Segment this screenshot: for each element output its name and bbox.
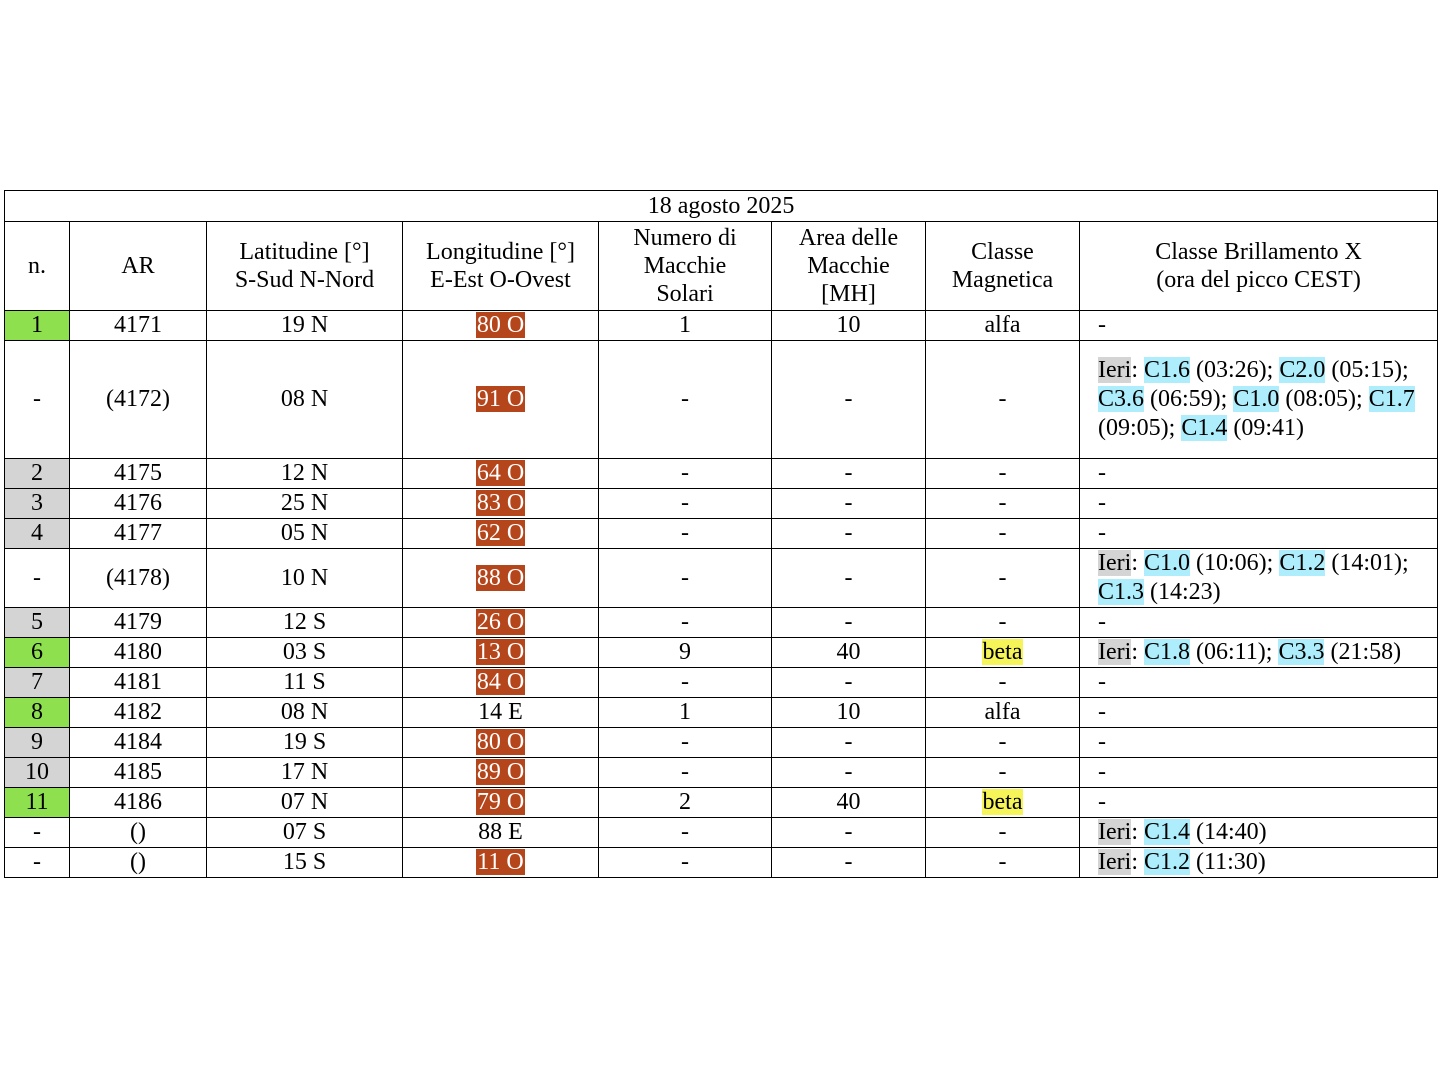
cell-flare-class xyxy=(1080,728,1438,758)
magnetic-class-value: alfa xyxy=(984,312,1021,338)
ieri-label: Ieri xyxy=(1098,639,1132,665)
magnetic-class-value: - xyxy=(998,759,1007,785)
cell-sunspot-count: - xyxy=(599,519,772,549)
magnetic-class-value: - xyxy=(998,490,1007,516)
table-row xyxy=(5,848,1438,878)
header-line: Solari xyxy=(656,281,714,307)
cell-sunspot-count: - xyxy=(599,608,772,638)
cell-magnetic-class xyxy=(926,311,1080,341)
cell-sunspot-count: - xyxy=(599,758,772,788)
cell-ar: 4175 xyxy=(70,459,207,489)
flare-empty: - xyxy=(1098,312,1106,338)
cell-sunspot-area: 40 xyxy=(772,788,926,818)
flare-class-value: C1.7 xyxy=(1368,386,1415,412)
cell-magnetic-class xyxy=(926,489,1080,519)
cell-longitude xyxy=(403,788,599,818)
longitude-value: 79 O xyxy=(476,789,525,815)
table-row xyxy=(5,519,1438,549)
cell-sunspot-area: - xyxy=(772,459,926,489)
table-row xyxy=(5,489,1438,519)
header-row xyxy=(5,222,1438,311)
cell-ar: 4186 xyxy=(70,788,207,818)
cell-magnetic-class xyxy=(926,818,1080,848)
header-longitude xyxy=(403,222,599,311)
longitude-value: 84 O xyxy=(476,669,525,695)
magnetic-class-value: - xyxy=(998,729,1007,755)
cell-longitude xyxy=(403,818,599,848)
cell-n: - xyxy=(5,549,70,608)
header-sunspot-count xyxy=(599,222,772,311)
header-line: Numero di xyxy=(633,225,737,251)
cell-magnetic-class xyxy=(926,608,1080,638)
table-row xyxy=(5,311,1438,341)
cell-sunspot-count: - xyxy=(599,848,772,878)
flare-peak-time: (14:23) xyxy=(1150,579,1221,605)
cell-ar: 4184 xyxy=(70,728,207,758)
cell-flare-class xyxy=(1080,758,1438,788)
flare-class-value: C1.6 xyxy=(1143,357,1190,383)
header-sunspot-area xyxy=(772,222,926,311)
cell-latitude: 11 S xyxy=(207,668,403,698)
cell-longitude xyxy=(403,459,599,489)
cell-n: 2 xyxy=(5,459,70,489)
cell-flare-class xyxy=(1080,698,1438,728)
flare-empty: - xyxy=(1098,490,1106,516)
header-line: S-Sud N-Nord xyxy=(234,267,375,293)
flare-peak-time: (09:05) xyxy=(1098,415,1169,441)
magnetic-class-value: beta xyxy=(982,639,1023,665)
cell-sunspot-area: - xyxy=(772,341,926,459)
cell-sunspot-count: 1 xyxy=(599,311,772,341)
cell-flare-class xyxy=(1080,519,1438,549)
cell-ar: () xyxy=(70,818,207,848)
cell-n: 5 xyxy=(5,608,70,638)
longitude-value: 88 O xyxy=(476,564,525,591)
cell-longitude xyxy=(403,549,599,608)
header-magnetic-class xyxy=(926,222,1080,311)
magnetic-class-value: - xyxy=(998,669,1007,695)
cell-magnetic-class xyxy=(926,698,1080,728)
flare-empty: - xyxy=(1098,729,1106,755)
flare-peak-time: (14:01) xyxy=(1331,550,1402,576)
table-row xyxy=(5,668,1438,698)
header-line: Macchie xyxy=(807,253,890,279)
cell-flare-class: Ieri: C1.8 (06:11); C3.3 (21:58) xyxy=(1080,638,1438,668)
cell-ar: 4176 xyxy=(70,489,207,519)
table-row xyxy=(5,341,1438,459)
table-row xyxy=(5,818,1438,848)
cell-latitude: 07 S xyxy=(207,818,403,848)
longitude-value: 14 E xyxy=(478,699,523,725)
cell-latitude: 17 N xyxy=(207,758,403,788)
cell-sunspot-area: - xyxy=(772,519,926,549)
header-line: [MH] xyxy=(821,281,876,307)
header-n xyxy=(5,222,70,311)
cell-sunspot-count: - xyxy=(599,459,772,489)
flare-peak-time: (06:59) xyxy=(1150,386,1221,412)
flare-peak-time: (05:15) xyxy=(1331,357,1402,383)
flare-empty: - xyxy=(1098,609,1106,635)
cell-longitude xyxy=(403,698,599,728)
header-line: (ora del picco CEST) xyxy=(1156,267,1361,293)
longitude-value: 83 O xyxy=(476,490,525,516)
ieri-label: Ieri xyxy=(1098,819,1132,845)
cell-longitude xyxy=(403,341,599,459)
header-line: Classe xyxy=(971,239,1034,265)
cell-flare-class xyxy=(1080,311,1438,341)
cell-sunspot-area: - xyxy=(772,608,926,638)
cell-sunspot-count: - xyxy=(599,668,772,698)
table-body xyxy=(5,311,1438,878)
magnetic-class-value: beta xyxy=(982,789,1023,815)
magnetic-class-value: - xyxy=(998,520,1007,546)
table-row xyxy=(5,728,1438,758)
cell-sunspot-area: 40 xyxy=(772,638,926,668)
cell-n: - xyxy=(5,848,70,878)
cell-magnetic-class xyxy=(926,668,1080,698)
flare-class-value: C1.4 xyxy=(1181,415,1228,441)
cell-magnetic-class xyxy=(926,519,1080,549)
magnetic-class-value: alfa xyxy=(984,699,1021,725)
header-latitude xyxy=(207,222,403,311)
cell-sunspot-count: 1 xyxy=(599,698,772,728)
cell-longitude xyxy=(403,519,599,549)
cell-ar: () xyxy=(70,848,207,878)
table-row xyxy=(5,459,1438,489)
cell-n: 1 xyxy=(5,311,70,341)
cell-latitude: 12 N xyxy=(207,459,403,489)
header-line: Area delle xyxy=(798,225,899,251)
flare-class-value: C3.3 xyxy=(1278,639,1325,665)
cell-longitude xyxy=(403,311,599,341)
longitude-value: 11 O xyxy=(477,849,524,875)
table-row xyxy=(5,758,1438,788)
table-title: 18 agosto 2025 xyxy=(5,191,1438,222)
longitude-value: 80 O xyxy=(476,729,525,755)
flare-peak-time: (14:40) xyxy=(1196,819,1267,845)
cell-n: 10 xyxy=(5,758,70,788)
cell-latitude: 08 N xyxy=(207,698,403,728)
flare-empty: - xyxy=(1098,699,1106,725)
longitude-value: 80 O xyxy=(476,312,525,338)
header-line: E-Est O-Ovest xyxy=(430,267,571,293)
longitude-value: 13 O xyxy=(476,639,525,665)
cell-latitude: 19 N xyxy=(207,311,403,341)
cell-flare-class xyxy=(1080,459,1438,489)
cell-magnetic-class xyxy=(926,459,1080,489)
cell-magnetic-class xyxy=(926,549,1080,608)
cell-n: 7 xyxy=(5,668,70,698)
flare-peak-time: (11:30) xyxy=(1196,849,1266,875)
cell-magnetic-class xyxy=(926,728,1080,758)
cell-magnetic-class xyxy=(926,848,1080,878)
table-row xyxy=(5,608,1438,638)
cell-longitude xyxy=(403,489,599,519)
cell-n: 11 xyxy=(5,788,70,818)
flare-peak-time: (10:06) xyxy=(1196,550,1267,576)
magnetic-class-value: - xyxy=(998,460,1007,486)
header-line: Classe Brillamento X xyxy=(1155,239,1362,265)
table-row xyxy=(5,549,1438,608)
cell-latitude: 19 S xyxy=(207,728,403,758)
cell-magnetic-class xyxy=(926,341,1080,459)
ieri-label: Ieri xyxy=(1098,357,1132,383)
cell-n: 6 xyxy=(5,638,70,668)
cell-magnetic-class xyxy=(926,638,1080,668)
cell-ar: 4180 xyxy=(70,638,207,668)
magnetic-class-value: - xyxy=(998,819,1007,845)
flare-empty: - xyxy=(1098,759,1106,785)
flare-class-value: C1.8 xyxy=(1143,639,1190,665)
cell-flare-class xyxy=(1080,608,1438,638)
cell-longitude xyxy=(403,728,599,758)
cell-longitude xyxy=(403,758,599,788)
header-line: AR xyxy=(121,253,155,279)
header-line: n. xyxy=(28,253,46,279)
cell-sunspot-area: 10 xyxy=(772,311,926,341)
ieri-label: Ieri xyxy=(1098,550,1132,576)
cell-longitude xyxy=(403,638,599,668)
cell-n: - xyxy=(5,818,70,848)
cell-sunspot-area: - xyxy=(772,848,926,878)
cell-ar: (4178) xyxy=(70,549,207,608)
cell-sunspot-area: - xyxy=(772,758,926,788)
flare-peak-time: (09:41) xyxy=(1233,415,1304,441)
flare-class-value: C1.3 xyxy=(1098,579,1145,605)
title-row xyxy=(5,191,1438,222)
header-line: Macchie xyxy=(643,253,727,279)
cell-ar: 4185 xyxy=(70,758,207,788)
cell-longitude xyxy=(403,668,599,698)
cell-latitude: 03 S xyxy=(207,638,403,668)
cell-ar: (4172) xyxy=(70,341,207,459)
header-flare-class xyxy=(1080,222,1438,311)
table-row xyxy=(5,638,1438,668)
flare-empty: - xyxy=(1098,669,1106,695)
flare-peak-time: (06:11) xyxy=(1196,639,1266,665)
flare-class-value: C1.0 xyxy=(1143,550,1190,576)
cell-n: 8 xyxy=(5,698,70,728)
flare-class-value: C2.0 xyxy=(1279,357,1326,383)
header-line: Longitudine [°] xyxy=(426,239,575,265)
cell-latitude: 15 S xyxy=(207,848,403,878)
cell-flare-class xyxy=(1080,668,1438,698)
longitude-value: 88 E xyxy=(478,819,523,845)
flare-class-value: C1.0 xyxy=(1233,386,1280,412)
flare-class-value: C1.4 xyxy=(1143,819,1190,845)
cell-latitude: 10 N xyxy=(207,549,403,608)
magnetic-class-value: - xyxy=(998,386,1007,412)
longitude-value: 89 O xyxy=(476,759,525,785)
cell-ar: 4182 xyxy=(70,698,207,728)
flare-peak-time: (21:58) xyxy=(1330,639,1402,665)
flare-empty: - xyxy=(1098,460,1106,486)
magnetic-class-value: - xyxy=(998,609,1007,635)
cell-flare-class: Ieri: C1.6 (03:26); C2.0 (05:15); C3.6 (06:59); C1.0 (08:05); C1.7 (09:05); C1.4 (09:41) xyxy=(1080,341,1438,459)
table-row xyxy=(5,698,1438,728)
header-line: Magnetica xyxy=(951,267,1054,293)
cell-sunspot-count: - xyxy=(599,728,772,758)
cell-ar: 4177 xyxy=(70,519,207,549)
cell-ar: 4179 xyxy=(70,608,207,638)
cell-latitude: 12 S xyxy=(207,608,403,638)
cell-ar: 4171 xyxy=(70,311,207,341)
longitude-value: 26 O xyxy=(476,609,525,635)
cell-sunspot-count: 9 xyxy=(599,638,772,668)
cell-latitude: 08 N xyxy=(207,341,403,459)
cell-latitude: 25 N xyxy=(207,489,403,519)
longitude-value: 64 O xyxy=(476,460,525,486)
sunspot-report-table xyxy=(4,190,1438,878)
cell-flare-class: Ieri: C1.4 (14:40) xyxy=(1080,818,1438,848)
cell-sunspot-count: - xyxy=(599,489,772,519)
cell-n: - xyxy=(5,341,70,459)
cell-magnetic-class xyxy=(926,788,1080,818)
ieri-label: Ieri xyxy=(1098,849,1132,875)
cell-longitude xyxy=(403,608,599,638)
cell-sunspot-count: - xyxy=(599,341,772,459)
cell-sunspot-count: - xyxy=(599,549,772,608)
cell-sunspot-area: - xyxy=(772,668,926,698)
cell-magnetic-class xyxy=(926,758,1080,788)
cell-longitude xyxy=(403,848,599,878)
flare-class-value: C3.6 xyxy=(1098,386,1145,412)
cell-ar: 4181 xyxy=(70,668,207,698)
flare-class-value: C1.2 xyxy=(1279,550,1326,576)
cell-latitude: 07 N xyxy=(207,788,403,818)
flare-peak-time: (03:26) xyxy=(1196,357,1267,383)
cell-sunspot-count: - xyxy=(599,818,772,848)
cell-latitude: 05 N xyxy=(207,519,403,549)
cell-sunspot-count: 2 xyxy=(599,788,772,818)
flare-empty: - xyxy=(1098,520,1106,546)
cell-flare-class: Ieri: C1.2 (11:30) xyxy=(1080,848,1438,878)
flare-peak-time: (08:05) xyxy=(1285,386,1357,412)
cell-flare-class xyxy=(1080,489,1438,519)
longitude-value: 62 O xyxy=(476,520,525,546)
table-row xyxy=(5,788,1438,818)
magnetic-class-value: - xyxy=(998,849,1007,875)
cell-n: 9 xyxy=(5,728,70,758)
flare-class-value: C1.2 xyxy=(1143,849,1190,875)
cell-flare-class xyxy=(1080,788,1438,818)
flare-empty: - xyxy=(1098,789,1106,815)
cell-n: 3 xyxy=(5,489,70,519)
magnetic-class-value: - xyxy=(998,564,1007,591)
cell-sunspot-area: - xyxy=(772,549,926,608)
cell-n: 4 xyxy=(5,519,70,549)
header-line: Latitudine [°] xyxy=(239,239,370,265)
cell-sunspot-area: - xyxy=(772,728,926,758)
cell-sunspot-area: 10 xyxy=(772,698,926,728)
longitude-value: 91 O xyxy=(476,386,525,412)
cell-sunspot-area: - xyxy=(772,489,926,519)
cell-flare-class: Ieri: C1.0 (10:06); C1.2 (14:01); C1.3 (14:23) xyxy=(1080,549,1438,608)
header-ar xyxy=(70,222,207,311)
cell-sunspot-area: - xyxy=(772,818,926,848)
